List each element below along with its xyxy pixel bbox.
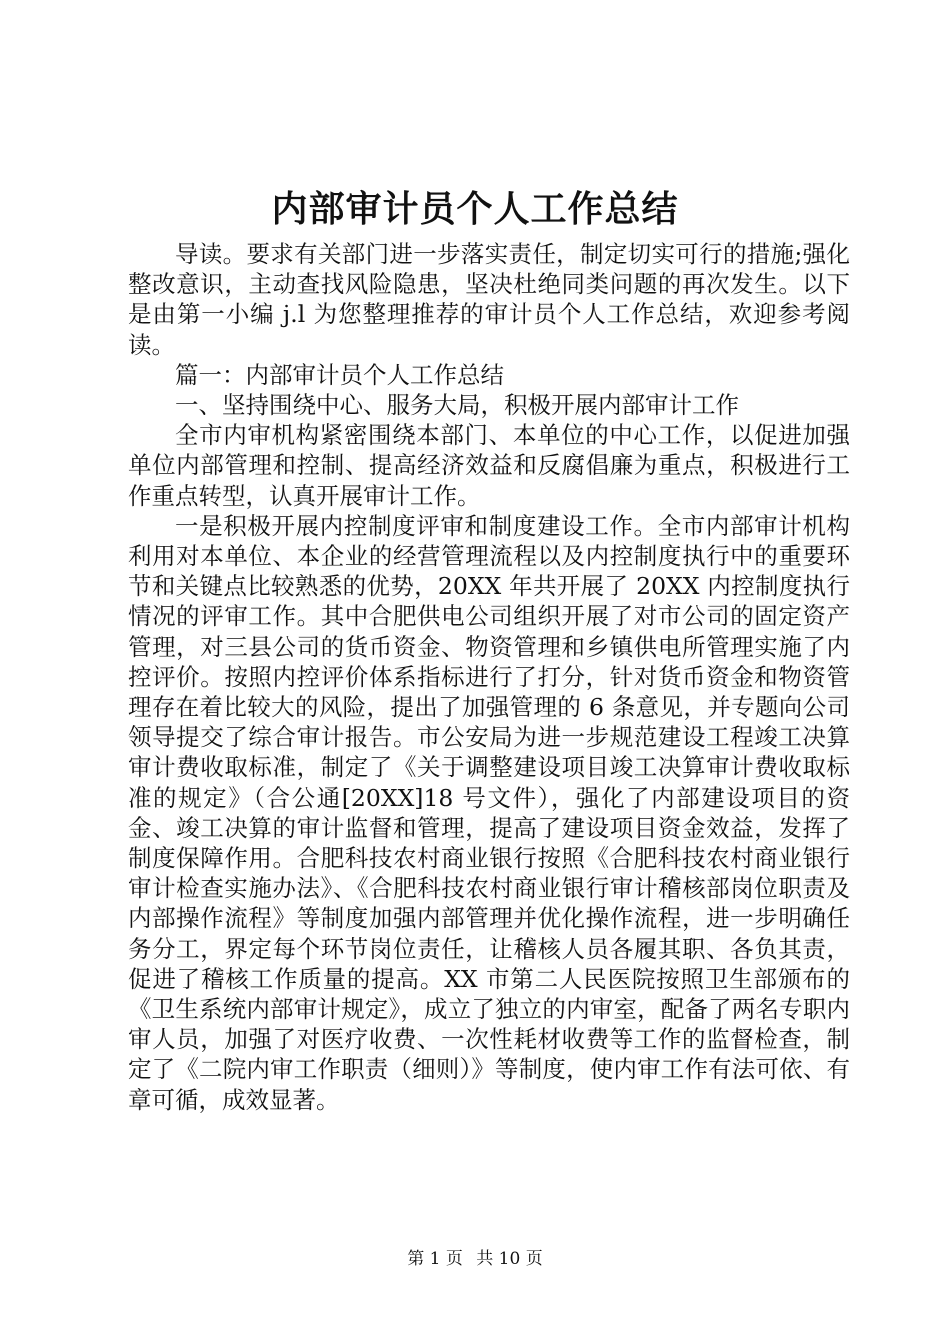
document-title: 内部审计员个人工作总结 [271,188,679,230]
body-paragraph: 一是积极开展内控制度评审和制度建设工作。全市内部审计机构利用对本单位、本企业的经营管理流程以及内控制度执行中的重要环节和关键点比较熟悉的优势，20XX 年共开展了 20XX 内控制度执行情况的评审工作。其中合肥供电公司组织开展了对市公司的固定资产管理，对三县公司的货币资金、物资管理和乡镇供电所管理实施了内控评价。按照内控评价体系指标进行了打分，针对货币资金和物资管理存在着比较大的风险，提出了加强管理的 6 条意见，并专题向公司领导提交了综合审计报告。市公安局为进一步规范建设工程竣工决算审计费收取标准，制定了《关于调整建设项目竣工决算审计费收取标准的规定》（合公通[20XX]18 号文件），强化了内部建设项目的资金、竣工决算的审计监督和管理，提高了建设项目资金效益，发挥了制度保障作用。合肥科技农村商业银行按照《合肥科技农村商业银行审计检查实施办法》、《合肥科技农村商业银行审计稽核部岗位职责及内部操作流程》等制度加强内部管理并优化操作流程，进一步明确任务分工，界定每个环节岗位责任，让稽核人员各履其职、各负其责，促进了稽核工作质量的提高。XX 市第二人民医院按照卫生部颁布的《卫生系统内部审计规定》，成立了独立的内审室，配备了两名专职内审人员，加强了对医疗收费、一次性耗材收费等工作的监督检查，制定了《二院内审工作职责（细则）》等制度，使内审工作有法可依、有章可循，成效显著。 [128,511,850,1114]
page-total: 共 10 页 [476,1249,543,1269]
intro-paragraph: 导读。要求有关部门进一步落实责任，制定切实可行的措施;强化整改意识，主动查找风险隐患，坚决杜绝同类问题的再次发生。以下是由第一小编 j.l 为您整理推荐的审计员个人工作总结，欢迎参考阅读。 [128,240,850,359]
body-paragraph: 全市内审机构紧密围绕本部门、本单位的中心工作，以促进加强单位内部管理和控制、提高经济效益和反腐倡廉为重点，积极进行工作重点转型，认真开展审计工作。 [128,421,850,510]
page-number: 第 1 页 [407,1249,463,1269]
page-footer [0,1244,950,1269]
chapter-heading: 篇一：内部审计员个人工作总结 [175,360,504,389]
section-heading: 一、坚持围绕中心、服务大局，积极开展内部审计工作 [175,391,739,420]
document-body [128,239,850,1115]
